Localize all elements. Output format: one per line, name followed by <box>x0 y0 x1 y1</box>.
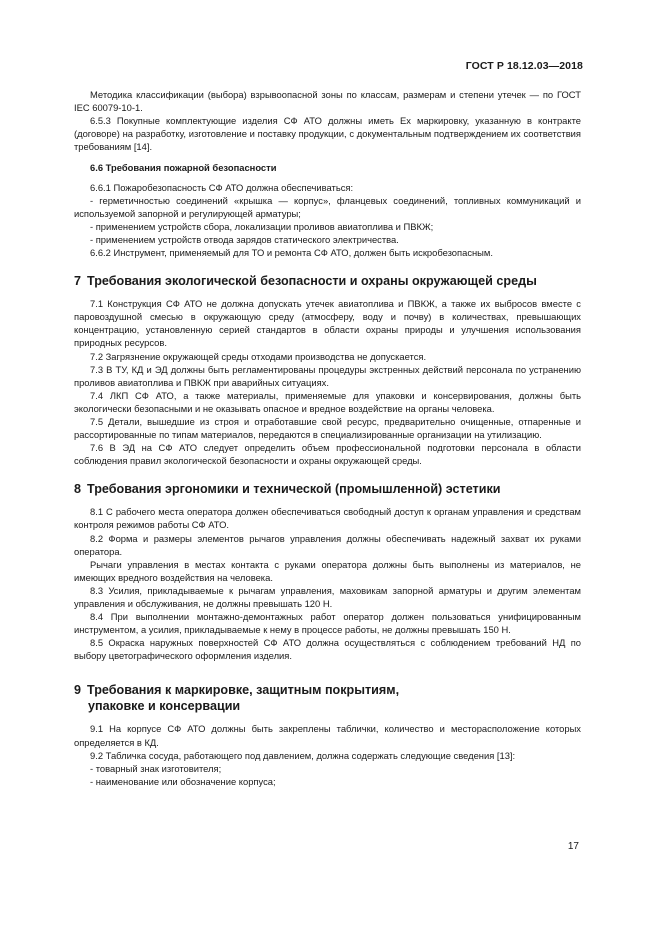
page-header-standard: ГОСТ Р 18.12.03—2018 <box>465 60 583 72</box>
section-title-line-2: упаковке и консервации <box>88 699 241 714</box>
paragraph-8-2: 8.2 Форма и размеры элементов рычагов управления должны обеспечивать надежный захват их руками оператора. <box>74 532 581 557</box>
paragraph-7-2: 7.2 Загрязнение окружающей среды отходами производства не допускается. <box>90 350 427 362</box>
section-heading-9 <box>74 682 581 714</box>
paragraph-6-5-2-continued: Методика классификации (выбора) взрывоопасной зоны по классам, размерам и степени утечек — по ГОСТ IEC 60079-10-1. <box>74 89 581 114</box>
list-item: - герметичностью соединений «крышка — корпус», фланцевых соединений, топливных коммуникаций и используемой запорной и регулирующей арматуры; <box>74 194 581 219</box>
paragraph-6-6-1: 6.6.1 Пожаробезопасность СФ АТО должна обеспечиваться: <box>90 181 354 193</box>
section-title: Требования экологической безопасности и охраны окружающей среды <box>87 274 537 289</box>
section-title: Требования эргономики и технической (промышленной) эстетики <box>87 482 501 497</box>
list-item: - наименование или обозначение корпуса; <box>90 775 276 787</box>
page-content <box>74 88 581 788</box>
paragraph-8-1: 8.1 С рабочего места оператора должен обеспечиваться свободный доступ к органам управления и средствам контроля режимов работы СФ АТО. <box>74 506 581 531</box>
paragraph-8-5: 8.5 Окраска наружных поверхностей СФ АТО должна осуществляться с соблюдением требований НД по выбору цветографического оформления изделия. <box>74 637 581 662</box>
list-item: - применением устройств сбора, локализации проливов авиатоплива и ПВКЖ; <box>90 220 434 232</box>
section-heading-8 <box>74 481 581 497</box>
page-number: 17 <box>567 841 579 852</box>
paragraph-7-1: 7.1 Конструкция СФ АТО не должна допускать утечек авиатоплива и ПВКЖ, а также их выбросов вместе с паровоздушной смесью в окружающую среду (атмосферу, воду и почву) в количествах, превышающих концентрацию, установленную серией стандартов в области охраны природы и улучшения использования природных ресурсов. <box>74 298 581 349</box>
paragraph-6-5-3: 6.5.3 Покупные комплектующие изделия СФ АТО должны иметь Ex маркировку, указанную в контракте (договоре) на разработку, изготовление и поставку продукции, с документальным подтверждением их соответствия требованиям [14]. <box>74 115 581 153</box>
paragraph-8-4: 8.4 При выполнении монтажно-демонтажных работ оператор должен пользоваться унифицированным инструментом, а усилия, прикладываемые к нему в процессе работы, не должны превышать 150 Н. <box>74 611 581 636</box>
paragraph-7-3: 7.3 В ТУ, КД и ЭД должны быть регламентированы процедуры экстренных действий персонала по устранению проливов авиатоплива и ПВКЖ при аварийных ситуациях. <box>74 363 581 388</box>
paragraph-9-1: 9.1 На корпусе СФ АТО должны быть закреплены таблички, количество и месторасположение которых определяется в КД. <box>74 723 581 748</box>
paragraph-8-2-continued: Рычаги управления в местах контакта с руками оператора должны быть выполнены из материалов, не имеющих вредного воздействия на человека. <box>74 558 581 583</box>
section-title-line-1: Требования к маркировке, защитным покрытиям, <box>87 683 400 698</box>
paragraph-7-4: 7.4 ЛКП СФ АТО, а также материалы, применяемые для упаковки и консервирования, должны быть экологически безопасными и не оказывать опасное и вредное воздействие на органы человека. <box>74 389 581 414</box>
paragraph-8-3: 8.3 Усилия, прикладываемые к рычагам управления, маховикам запорной арматуры и другим элементам управления и обслуживания, не должны превышать 120 Н. <box>74 584 581 609</box>
section-number: 7 <box>74 274 82 289</box>
paragraph-9-2: 9.2 Табличка сосуда, работающего под давлением, должна содержать следующие сведения [13]: <box>90 749 516 761</box>
list-item: - применением устройств отвода зарядов статического электричества. <box>90 233 399 245</box>
section-number: 8 <box>74 482 82 497</box>
paragraph-7-6: 7.6 В ЭД на СФ АТО следует определить объем профессиональной подготовки персонала в области соблюдения правил экологической безопасности и охраны окружающей среды. <box>74 442 581 467</box>
section-number: 9 <box>74 683 82 698</box>
paragraph-7-5: 7.5 Детали, вышедшие из строя и отработавшие свой ресурс, предварительно очищенные, отпаренные и рассортированные по типам материалов, передаются в специализированные организации на утилизацию. <box>74 415 581 441</box>
section-heading-7 <box>74 273 581 289</box>
paragraph-6-6-2: 6.6.2 Инструмент, применяемый для ТО и ремонта СФ АТО, должен быть искробезопасным. <box>90 247 493 259</box>
subsection-heading-6-6: 6.6 Требования пожарной безопасности <box>90 162 277 174</box>
list-item: - товарный знак изготовителя; <box>90 762 222 774</box>
